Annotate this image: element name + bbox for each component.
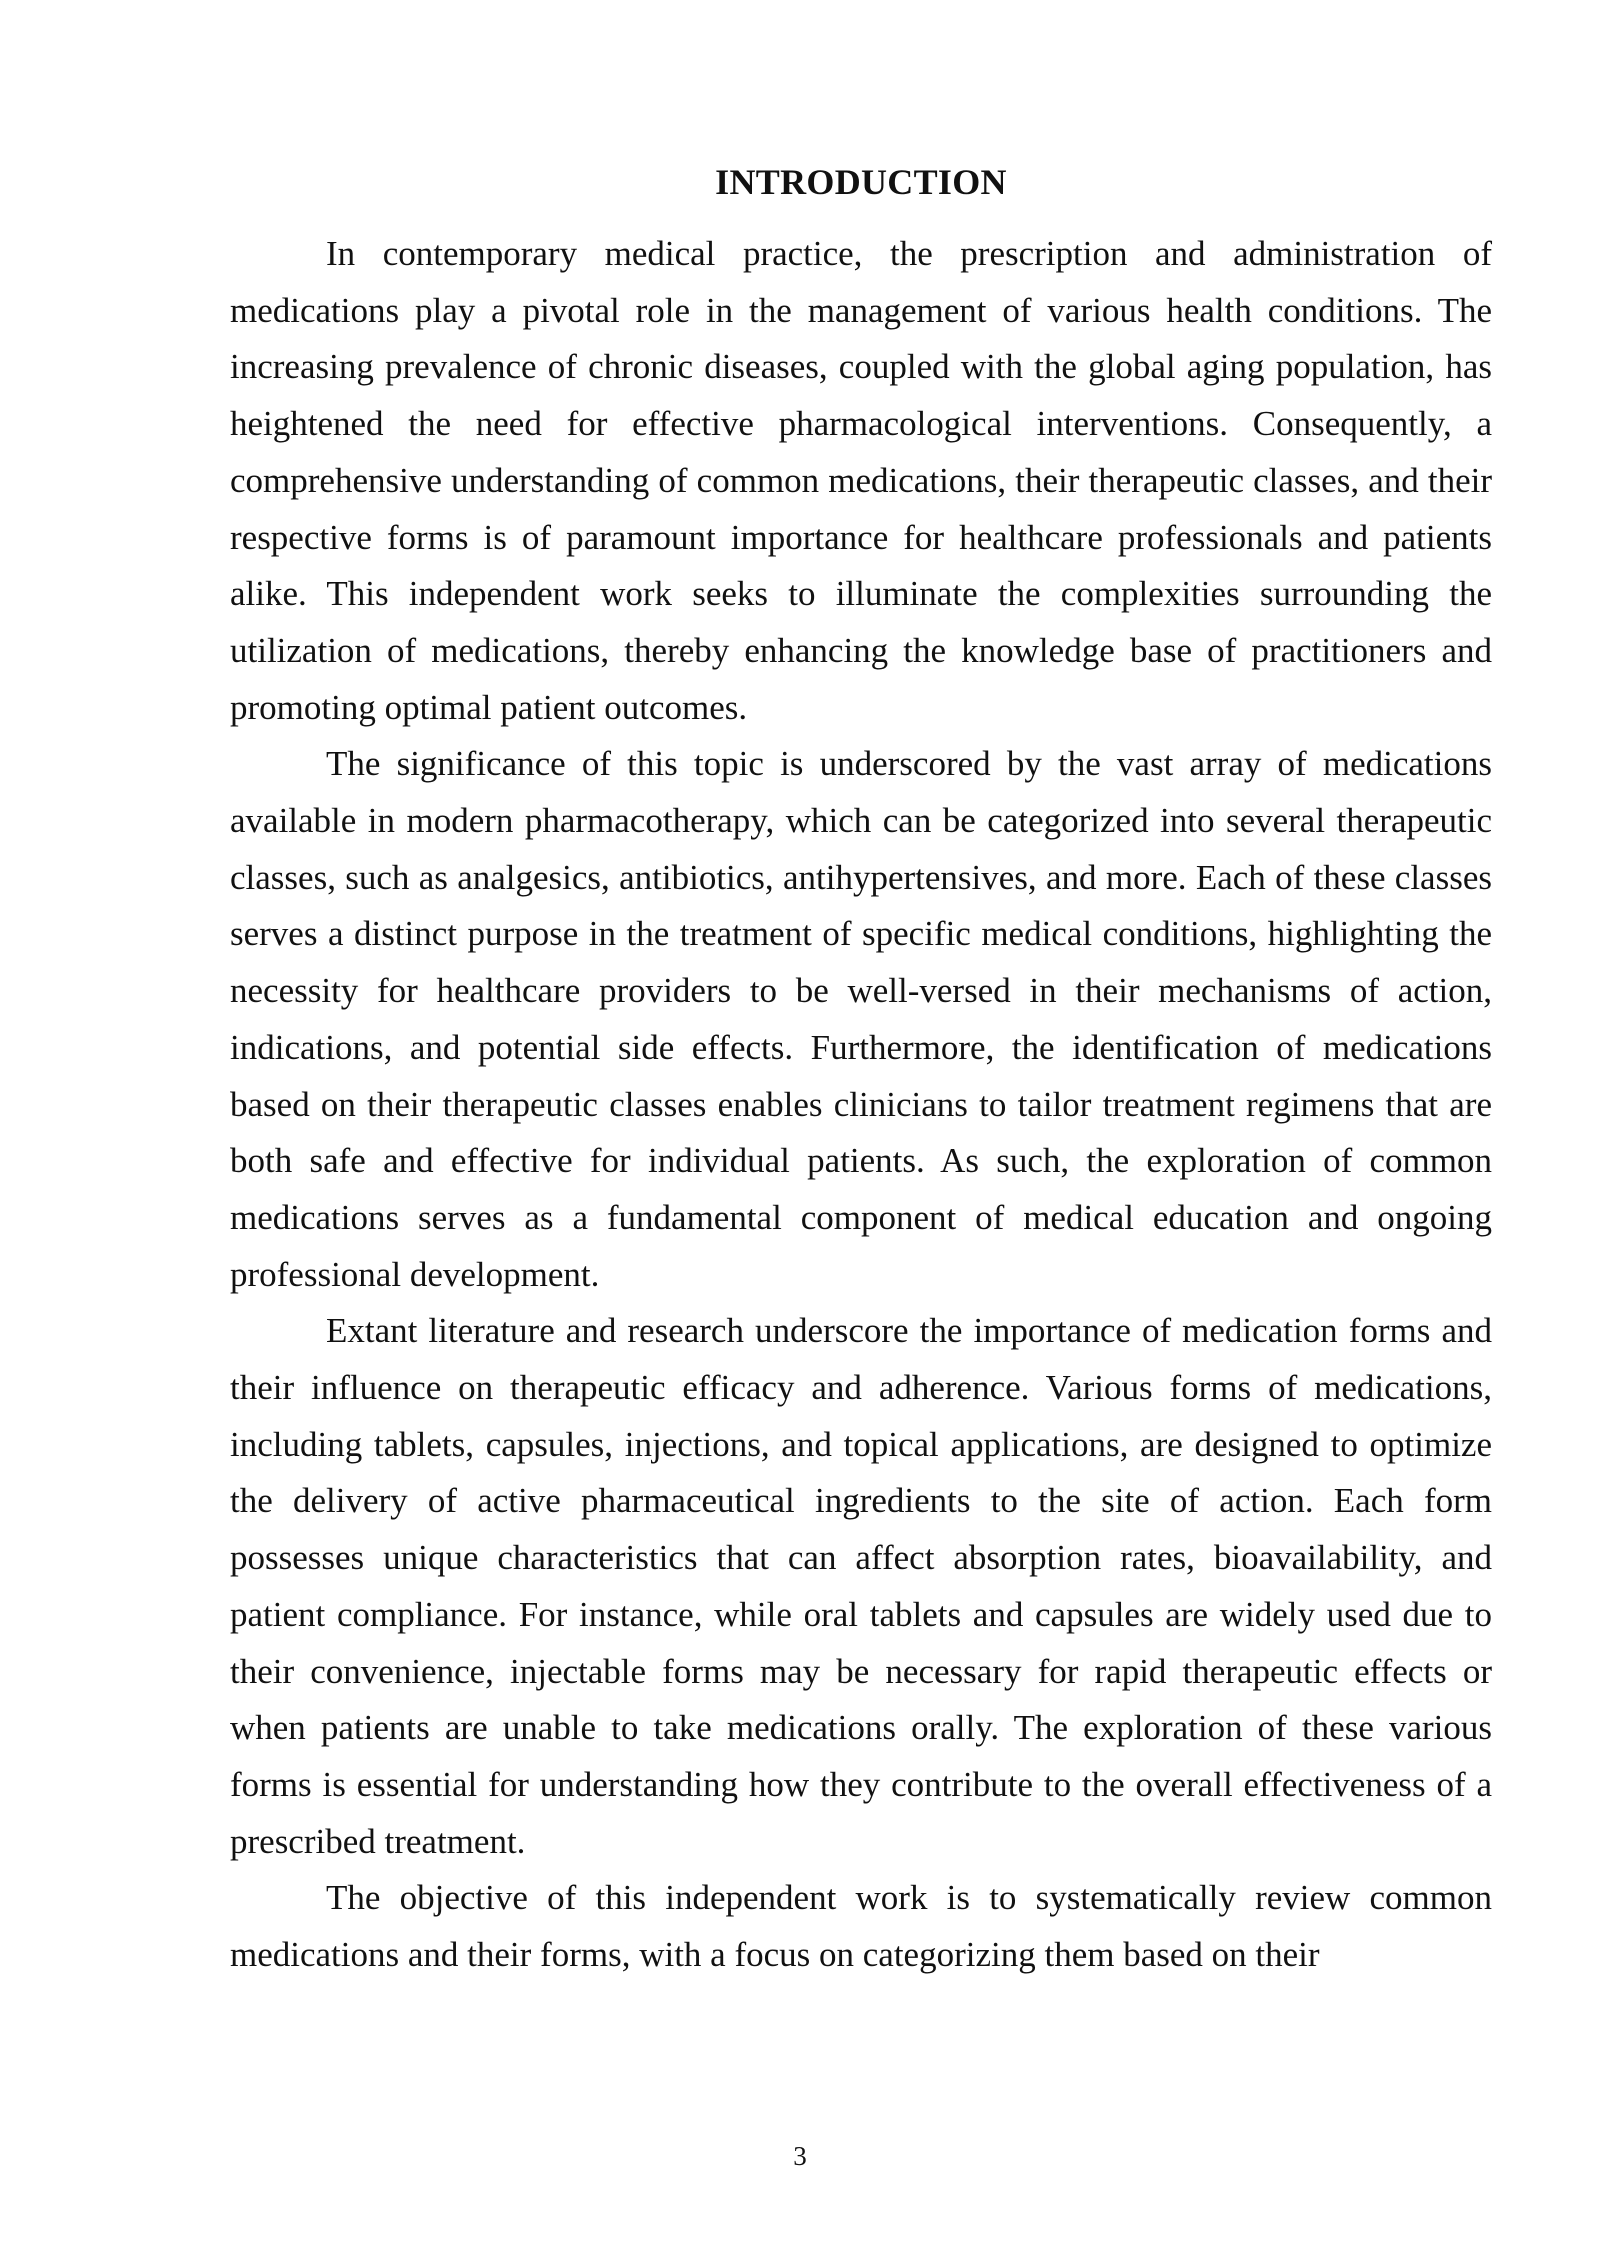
paragraph-1: In contemporary medical practice, the prescription and administration of medications play a pivotal role in the management of various health conditions. The increasing prevalence of chronic diseases, coupled with the global aging population, has heightened the need for effective pharmacological interventions. Consequently, a comprehensive understanding of common medications, their therapeutic classes, and their respective forms is of paramount importance for healthcare professionals and patients alike. This independent work seeks to illuminate the complexities surrounding the utilization of medications, thereby enhancing the knowledge base of practitioners and promoting optimal patient outcomes. [230,234,1492,727]
paragraph-2: The significance of this topic is underscored by the vast array of medications available in modern pharmacotherapy, which can be categorized into several therapeutic classes, such as analgesics, antibiotics, antihypertensives, and more. Each of these classes serves a distinct purpose in the treatment of specific medical conditions, highlighting the necessity for healthcare providers to be well-versed in their mechanisms of action, indications, and potential side effects. Furthermore, the identification of medications based on their therapeutic classes enables clinicians to tailor treatment regimens that are both safe and effective for individual patients. As such, the exploration of common medications serves as a fundamental component of medical education and ongoing professional development. [230,744,1492,1294]
page-content [230,160,1492,1984]
paragraph-3: Extant literature and research underscore the importance of medication forms and their influence on therapeutic efficacy and adherence. Various forms of medications, including tablets, capsules, injections, and topical applications, are designed to optimize the delivery of active pharmaceutical ingredients to the site of action. Each form possesses unique characteristics that can affect absorption rates, bioavailability, and patient compliance. For instance, while oral tablets and capsules are widely used due to their convenience, injectable forms may be necessary for rapid therapeutic effects or when patients are unable to take medications orally. The exploration of these various forms is essential for understanding how they contribute to the overall effectiveness of a prescribed treatment. [230,1311,1492,1861]
section-title: INTRODUCTION [715,162,1007,202]
page-number: 3 [793,2141,807,2171]
paragraph-4: The objective of this independent work is to systematically review common medications and their forms, with a focus on categorizing them based on their [230,1878,1492,1975]
